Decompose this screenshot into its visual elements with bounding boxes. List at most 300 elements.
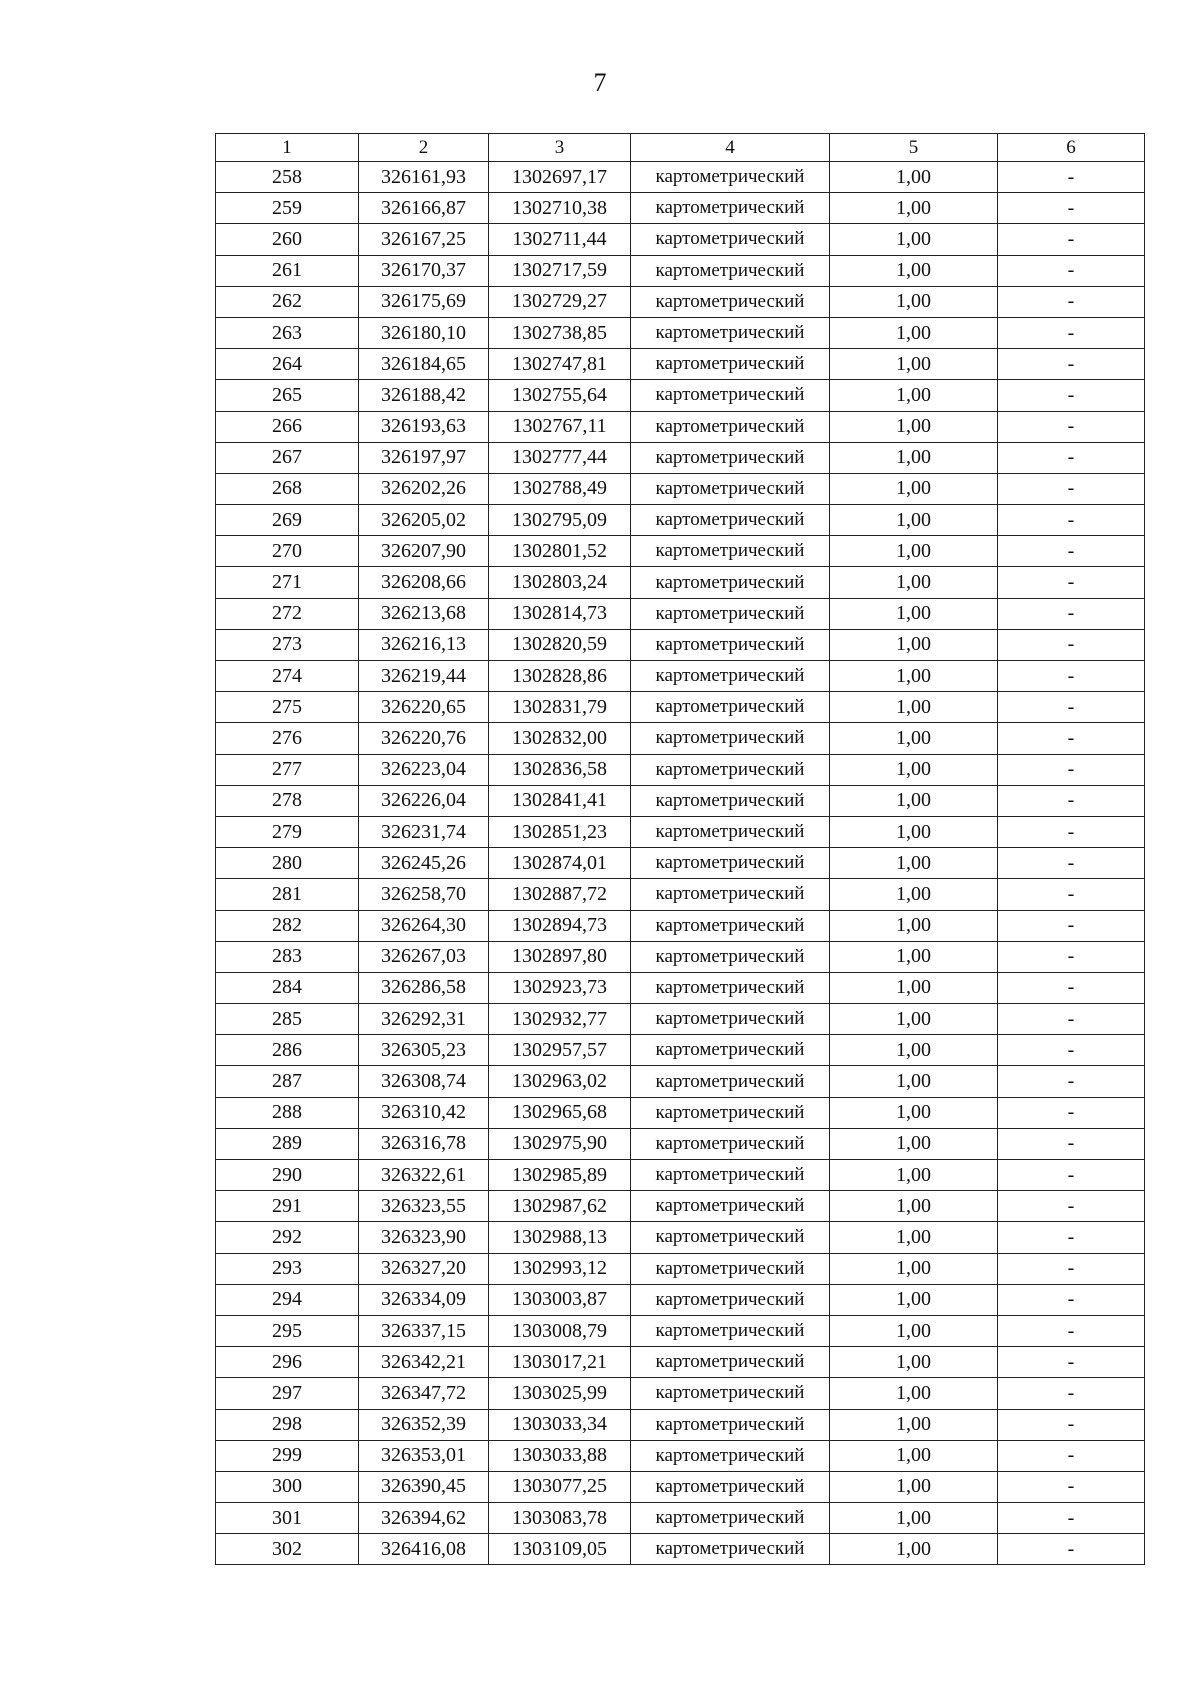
x-coordinate-cell: 326342,21 — [359, 1347, 489, 1378]
y-coordinate-cell: 1302777,44 — [489, 442, 631, 473]
x-coordinate-cell: 326167,25 — [359, 224, 489, 255]
table-row — [216, 224, 1145, 255]
x-coordinate-cell: 326323,55 — [359, 1191, 489, 1222]
x-coordinate-cell: 326245,26 — [359, 848, 489, 879]
point-number-cell: 281 — [216, 879, 359, 910]
y-coordinate-cell: 1302874,01 — [489, 848, 631, 879]
x-coordinate-cell: 326207,90 — [359, 536, 489, 567]
method-cell: картометрический — [631, 411, 830, 442]
x-coordinate-cell: 326308,74 — [359, 1066, 489, 1097]
extra-cell: - — [998, 162, 1145, 193]
x-coordinate-cell: 326193,63 — [359, 411, 489, 442]
accuracy-cell: 1,00 — [830, 1222, 998, 1253]
table-row — [216, 1315, 1145, 1346]
x-coordinate-cell: 326166,87 — [359, 193, 489, 224]
extra-cell: - — [998, 941, 1145, 972]
table-body — [216, 162, 1145, 1565]
method-cell: картометрический — [631, 567, 830, 598]
extra-cell: - — [998, 1315, 1145, 1346]
table-row — [216, 1471, 1145, 1502]
method-cell: картометрический — [631, 1004, 830, 1035]
x-coordinate-cell: 326310,42 — [359, 1097, 489, 1128]
method-cell: картометрический — [631, 1160, 830, 1191]
x-coordinate-cell: 326226,04 — [359, 785, 489, 816]
accuracy-cell: 1,00 — [830, 1128, 998, 1159]
accuracy-cell: 1,00 — [830, 1409, 998, 1440]
point-number-cell: 287 — [216, 1066, 359, 1097]
column-header: 3 — [489, 134, 631, 162]
y-coordinate-cell: 1302975,90 — [489, 1128, 631, 1159]
y-coordinate-cell: 1303083,78 — [489, 1503, 631, 1534]
point-number-cell: 288 — [216, 1097, 359, 1128]
x-coordinate-cell: 326208,66 — [359, 567, 489, 598]
y-coordinate-cell: 1302897,80 — [489, 941, 631, 972]
table-row — [216, 1503, 1145, 1534]
point-number-cell: 298 — [216, 1409, 359, 1440]
accuracy-cell: 1,00 — [830, 1066, 998, 1097]
accuracy-cell: 1,00 — [830, 661, 998, 692]
accuracy-cell: 1,00 — [830, 879, 998, 910]
x-coordinate-cell: 326202,26 — [359, 473, 489, 504]
x-coordinate-cell: 326292,31 — [359, 1004, 489, 1035]
x-coordinate-cell: 326184,65 — [359, 349, 489, 380]
accuracy-cell: 1,00 — [830, 723, 998, 754]
column-header: 2 — [359, 134, 489, 162]
method-cell: картометрический — [631, 1471, 830, 1502]
method-cell: картометрический — [631, 816, 830, 847]
y-coordinate-cell: 1302803,24 — [489, 567, 631, 598]
x-coordinate-cell: 326197,97 — [359, 442, 489, 473]
y-coordinate-cell: 1303025,99 — [489, 1378, 631, 1409]
x-coordinate-cell: 326322,61 — [359, 1160, 489, 1191]
extra-cell: - — [998, 349, 1145, 380]
table-row — [216, 473, 1145, 504]
point-number-cell: 276 — [216, 723, 359, 754]
accuracy-cell: 1,00 — [830, 380, 998, 411]
point-number-cell: 278 — [216, 785, 359, 816]
table-row — [216, 848, 1145, 879]
y-coordinate-cell: 1302755,64 — [489, 380, 631, 411]
point-number-cell: 294 — [216, 1284, 359, 1315]
method-cell: картометрический — [631, 1191, 830, 1222]
point-number-cell: 299 — [216, 1440, 359, 1471]
extra-cell: - — [998, 816, 1145, 847]
extra-cell: - — [998, 224, 1145, 255]
x-coordinate-cell: 326264,30 — [359, 910, 489, 941]
accuracy-cell: 1,00 — [830, 411, 998, 442]
accuracy-cell: 1,00 — [830, 567, 998, 598]
column-header: 5 — [830, 134, 998, 162]
accuracy-cell: 1,00 — [830, 1160, 998, 1191]
x-coordinate-cell: 326286,58 — [359, 972, 489, 1003]
method-cell: картометрический — [631, 1128, 830, 1159]
extra-cell: - — [998, 1534, 1145, 1565]
y-coordinate-cell: 1303077,25 — [489, 1471, 631, 1502]
y-coordinate-cell: 1303017,21 — [489, 1347, 631, 1378]
y-coordinate-cell: 1302795,09 — [489, 505, 631, 536]
x-coordinate-cell: 326267,03 — [359, 941, 489, 972]
table-row — [216, 1284, 1145, 1315]
point-number-cell: 268 — [216, 473, 359, 504]
y-coordinate-cell: 1302767,11 — [489, 411, 631, 442]
table-row — [216, 1253, 1145, 1284]
y-coordinate-cell: 1302697,17 — [489, 162, 631, 193]
extra-cell: - — [998, 1004, 1145, 1035]
accuracy-cell: 1,00 — [830, 1440, 998, 1471]
point-number-cell: 302 — [216, 1534, 359, 1565]
y-coordinate-cell: 1303109,05 — [489, 1534, 631, 1565]
extra-cell: - — [998, 1066, 1145, 1097]
point-number-cell: 275 — [216, 692, 359, 723]
method-cell: картометрический — [631, 162, 830, 193]
point-number-cell: 291 — [216, 1191, 359, 1222]
accuracy-cell: 1,00 — [830, 1035, 998, 1066]
x-coordinate-cell: 326305,23 — [359, 1035, 489, 1066]
method-cell: картометрический — [631, 1284, 830, 1315]
accuracy-cell: 1,00 — [830, 1097, 998, 1128]
x-coordinate-cell: 326205,02 — [359, 505, 489, 536]
method-cell: картометрический — [631, 224, 830, 255]
table-row — [216, 286, 1145, 317]
table-row — [216, 536, 1145, 567]
accuracy-cell: 1,00 — [830, 224, 998, 255]
table-row — [216, 505, 1145, 536]
method-cell: картометрический — [631, 442, 830, 473]
accuracy-cell: 1,00 — [830, 536, 998, 567]
extra-cell: - — [998, 785, 1145, 816]
point-number-cell: 297 — [216, 1378, 359, 1409]
x-coordinate-cell: 326352,39 — [359, 1409, 489, 1440]
point-number-cell: 289 — [216, 1128, 359, 1159]
accuracy-cell: 1,00 — [830, 442, 998, 473]
accuracy-cell: 1,00 — [830, 816, 998, 847]
extra-cell: - — [998, 1035, 1145, 1066]
extra-cell: - — [998, 1471, 1145, 1502]
y-coordinate-cell: 1303008,79 — [489, 1315, 631, 1346]
extra-cell: - — [998, 1160, 1145, 1191]
table-row — [216, 1160, 1145, 1191]
table-row — [216, 910, 1145, 941]
extra-cell: - — [998, 1378, 1145, 1409]
y-coordinate-cell: 1302965,68 — [489, 1097, 631, 1128]
y-coordinate-cell: 1302710,38 — [489, 193, 631, 224]
table-row — [216, 598, 1145, 629]
accuracy-cell: 1,00 — [830, 349, 998, 380]
table-row — [216, 785, 1145, 816]
y-coordinate-cell: 1302711,44 — [489, 224, 631, 255]
accuracy-cell: 1,00 — [830, 972, 998, 1003]
x-coordinate-cell: 326220,76 — [359, 723, 489, 754]
x-coordinate-cell: 326188,42 — [359, 380, 489, 411]
point-number-cell: 300 — [216, 1471, 359, 1502]
y-coordinate-cell: 1302894,73 — [489, 910, 631, 941]
point-number-cell: 292 — [216, 1222, 359, 1253]
y-coordinate-cell: 1302987,62 — [489, 1191, 631, 1222]
table-row — [216, 1409, 1145, 1440]
accuracy-cell: 1,00 — [830, 286, 998, 317]
method-cell: картометрический — [631, 536, 830, 567]
accuracy-cell: 1,00 — [830, 1347, 998, 1378]
method-cell: картометрический — [631, 380, 830, 411]
extra-cell: - — [998, 1128, 1145, 1159]
y-coordinate-cell: 1302820,59 — [489, 629, 631, 660]
method-cell: картометрический — [631, 505, 830, 536]
y-coordinate-cell: 1302923,73 — [489, 972, 631, 1003]
extra-cell: - — [998, 661, 1145, 692]
method-cell: картометрический — [631, 1534, 830, 1565]
table-row — [216, 442, 1145, 473]
x-coordinate-cell: 326337,15 — [359, 1315, 489, 1346]
method-cell: картометрический — [631, 629, 830, 660]
accuracy-cell: 1,00 — [830, 941, 998, 972]
table-row — [216, 162, 1145, 193]
page-number: 7 — [593, 68, 607, 97]
x-coordinate-cell: 326220,65 — [359, 692, 489, 723]
table-row — [216, 255, 1145, 286]
accuracy-cell: 1,00 — [830, 1471, 998, 1502]
extra-cell: - — [998, 1347, 1145, 1378]
extra-cell: - — [998, 380, 1145, 411]
method-cell: картометрический — [631, 941, 830, 972]
method-cell: картометрический — [631, 1253, 830, 1284]
accuracy-cell: 1,00 — [830, 1503, 998, 1534]
y-coordinate-cell: 1302851,23 — [489, 816, 631, 847]
method-cell: картометрический — [631, 255, 830, 286]
point-number-cell: 259 — [216, 193, 359, 224]
method-cell: картометрический — [631, 473, 830, 504]
accuracy-cell: 1,00 — [830, 162, 998, 193]
extra-cell: - — [998, 567, 1145, 598]
extra-cell: - — [998, 1191, 1145, 1222]
point-number-cell: 267 — [216, 442, 359, 473]
extra-cell: - — [998, 473, 1145, 504]
x-coordinate-cell: 326231,74 — [359, 816, 489, 847]
y-coordinate-cell: 1302729,27 — [489, 286, 631, 317]
method-cell: картометрический — [631, 754, 830, 785]
method-cell: картометрический — [631, 193, 830, 224]
point-number-cell: 270 — [216, 536, 359, 567]
point-number-cell: 258 — [216, 162, 359, 193]
method-cell: картометрический — [631, 879, 830, 910]
y-coordinate-cell: 1302988,13 — [489, 1222, 631, 1253]
accuracy-cell: 1,00 — [830, 317, 998, 348]
extra-cell: - — [998, 723, 1145, 754]
x-coordinate-cell: 326347,72 — [359, 1378, 489, 1409]
extra-cell: - — [998, 442, 1145, 473]
table-row — [216, 661, 1145, 692]
table-row — [216, 629, 1145, 660]
point-number-cell: 273 — [216, 629, 359, 660]
point-number-cell: 269 — [216, 505, 359, 536]
extra-cell: - — [998, 1097, 1145, 1128]
y-coordinate-cell: 1302717,59 — [489, 255, 631, 286]
extra-cell: - — [998, 1503, 1145, 1534]
method-cell: картометрический — [631, 910, 830, 941]
table-row — [216, 1222, 1145, 1253]
y-coordinate-cell: 1302932,77 — [489, 1004, 631, 1035]
table-row — [216, 317, 1145, 348]
point-number-cell: 272 — [216, 598, 359, 629]
accuracy-cell: 1,00 — [830, 1315, 998, 1346]
y-coordinate-cell: 1302841,41 — [489, 785, 631, 816]
extra-cell: - — [998, 879, 1145, 910]
method-cell: картометрический — [631, 1222, 830, 1253]
x-coordinate-cell: 326323,90 — [359, 1222, 489, 1253]
accuracy-cell: 1,00 — [830, 692, 998, 723]
accuracy-cell: 1,00 — [830, 1004, 998, 1035]
x-coordinate-cell: 326416,08 — [359, 1534, 489, 1565]
table-row — [216, 1440, 1145, 1471]
y-coordinate-cell: 1302985,89 — [489, 1160, 631, 1191]
method-cell: картометрический — [631, 848, 830, 879]
point-number-cell: 263 — [216, 317, 359, 348]
extra-cell: - — [998, 1409, 1145, 1440]
point-number-cell: 260 — [216, 224, 359, 255]
method-cell: картометрический — [631, 349, 830, 380]
extra-cell: - — [998, 754, 1145, 785]
accuracy-cell: 1,00 — [830, 505, 998, 536]
column-header: 4 — [631, 134, 830, 162]
x-coordinate-cell: 326327,20 — [359, 1253, 489, 1284]
y-coordinate-cell: 1302957,57 — [489, 1035, 631, 1066]
table-row — [216, 1378, 1145, 1409]
accuracy-cell: 1,00 — [830, 910, 998, 941]
table-row — [216, 723, 1145, 754]
y-coordinate-cell: 1302836,58 — [489, 754, 631, 785]
extra-cell: - — [998, 536, 1145, 567]
extra-cell: - — [998, 411, 1145, 442]
y-coordinate-cell: 1303033,88 — [489, 1440, 631, 1471]
x-coordinate-cell: 326213,68 — [359, 598, 489, 629]
point-number-cell: 274 — [216, 661, 359, 692]
table-row — [216, 816, 1145, 847]
point-number-cell: 282 — [216, 910, 359, 941]
x-coordinate-cell: 326394,62 — [359, 1503, 489, 1534]
y-coordinate-cell: 1302814,73 — [489, 598, 631, 629]
method-cell: картометрический — [631, 1097, 830, 1128]
x-coordinate-cell: 326180,10 — [359, 317, 489, 348]
x-coordinate-cell: 326216,13 — [359, 629, 489, 660]
point-number-cell: 262 — [216, 286, 359, 317]
extra-cell: - — [998, 972, 1145, 1003]
accuracy-cell: 1,00 — [830, 848, 998, 879]
extra-cell: - — [998, 629, 1145, 660]
y-coordinate-cell: 1302828,86 — [489, 661, 631, 692]
point-number-cell: 284 — [216, 972, 359, 1003]
point-number-cell: 265 — [216, 380, 359, 411]
method-cell: картометрический — [631, 286, 830, 317]
extra-cell: - — [998, 1253, 1145, 1284]
method-cell: картометрический — [631, 1378, 830, 1409]
extra-cell: - — [998, 1222, 1145, 1253]
method-cell: картометрический — [631, 1315, 830, 1346]
accuracy-cell: 1,00 — [830, 1191, 998, 1222]
method-cell: картометрический — [631, 972, 830, 1003]
table-row — [216, 879, 1145, 910]
coordinates-table — [215, 133, 1145, 1565]
table-row — [216, 941, 1145, 972]
accuracy-cell: 1,00 — [830, 1378, 998, 1409]
method-cell: картометрический — [631, 1409, 830, 1440]
extra-cell: - — [998, 692, 1145, 723]
x-coordinate-cell: 326316,78 — [359, 1128, 489, 1159]
extra-cell: - — [998, 1284, 1145, 1315]
y-coordinate-cell: 1302738,85 — [489, 317, 631, 348]
method-cell: картометрический — [631, 723, 830, 754]
extra-cell: - — [998, 1440, 1145, 1471]
x-coordinate-cell: 326219,44 — [359, 661, 489, 692]
y-coordinate-cell: 1302831,79 — [489, 692, 631, 723]
accuracy-cell: 1,00 — [830, 598, 998, 629]
extra-cell: - — [998, 505, 1145, 536]
x-coordinate-cell: 326353,01 — [359, 1440, 489, 1471]
point-number-cell: 277 — [216, 754, 359, 785]
method-cell: картометрический — [631, 598, 830, 629]
table-row — [216, 1191, 1145, 1222]
point-number-cell: 290 — [216, 1160, 359, 1191]
table-row — [216, 754, 1145, 785]
point-number-cell: 264 — [216, 349, 359, 380]
accuracy-cell: 1,00 — [830, 754, 998, 785]
method-cell: картометрический — [631, 1066, 830, 1097]
point-number-cell: 271 — [216, 567, 359, 598]
table-row — [216, 1128, 1145, 1159]
table-row — [216, 1347, 1145, 1378]
x-coordinate-cell: 326170,37 — [359, 255, 489, 286]
accuracy-cell: 1,00 — [830, 1534, 998, 1565]
point-number-cell: 279 — [216, 816, 359, 847]
y-coordinate-cell: 1302993,12 — [489, 1253, 631, 1284]
table-row — [216, 411, 1145, 442]
point-number-cell: 261 — [216, 255, 359, 286]
extra-cell: - — [998, 193, 1145, 224]
accuracy-cell: 1,00 — [830, 1284, 998, 1315]
accuracy-cell: 1,00 — [830, 193, 998, 224]
y-coordinate-cell: 1303033,34 — [489, 1409, 631, 1440]
method-cell: картометрический — [631, 692, 830, 723]
extra-cell: - — [998, 848, 1145, 879]
accuracy-cell: 1,00 — [830, 473, 998, 504]
x-coordinate-cell: 326161,93 — [359, 162, 489, 193]
point-number-cell: 301 — [216, 1503, 359, 1534]
y-coordinate-cell: 1302832,00 — [489, 723, 631, 754]
extra-cell: - — [998, 598, 1145, 629]
x-coordinate-cell: 326334,09 — [359, 1284, 489, 1315]
table-row — [216, 380, 1145, 411]
point-number-cell: 295 — [216, 1315, 359, 1346]
table-row — [216, 1097, 1145, 1128]
method-cell: картометрический — [631, 785, 830, 816]
extra-cell: - — [998, 286, 1145, 317]
point-number-cell: 266 — [216, 411, 359, 442]
point-number-cell: 285 — [216, 1004, 359, 1035]
column-header: 1 — [216, 134, 359, 162]
extra-cell: - — [998, 317, 1145, 348]
extra-cell: - — [998, 255, 1145, 286]
table-row — [216, 193, 1145, 224]
method-cell: картометрический — [631, 1503, 830, 1534]
table-row — [216, 1004, 1145, 1035]
table-row — [216, 567, 1145, 598]
table-row — [216, 692, 1145, 723]
x-coordinate-cell: 326175,69 — [359, 286, 489, 317]
point-number-cell: 280 — [216, 848, 359, 879]
y-coordinate-cell: 1302747,81 — [489, 349, 631, 380]
method-cell: картометрический — [631, 1440, 830, 1471]
x-coordinate-cell: 326223,04 — [359, 754, 489, 785]
x-coordinate-cell: 326258,70 — [359, 879, 489, 910]
y-coordinate-cell: 1302963,02 — [489, 1066, 631, 1097]
